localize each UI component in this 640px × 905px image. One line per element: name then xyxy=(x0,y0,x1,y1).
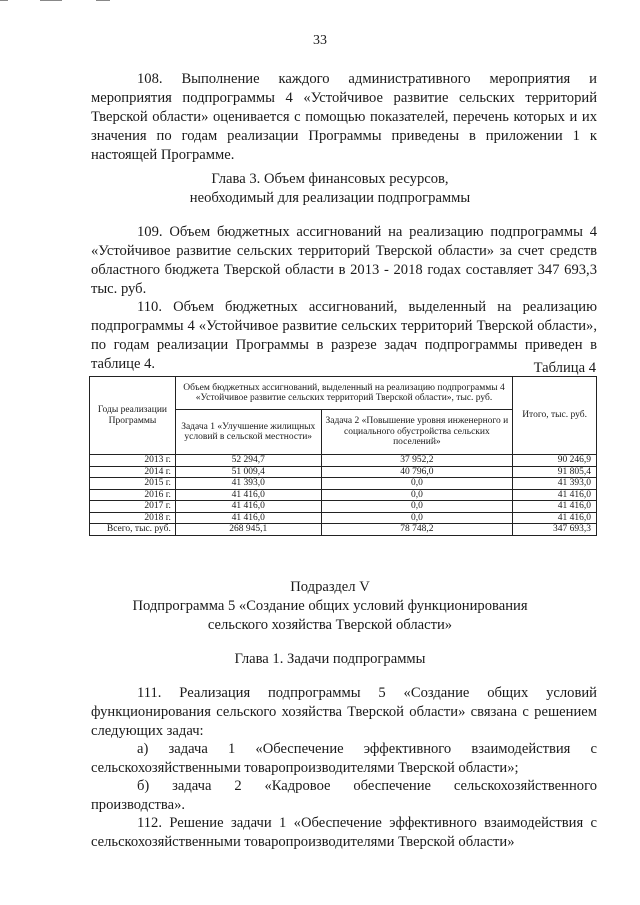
header-task1: Задача 1 «Улучшение жилищных условий в сельской местности» xyxy=(175,410,321,455)
cell-year: 2014 г. xyxy=(90,466,176,478)
cell-task1: 51 009,4 xyxy=(175,466,321,478)
header-years: Годы реализации Программы xyxy=(90,377,176,455)
cell-total: 41 393,0 xyxy=(513,478,597,490)
cell-task2: 0,0 xyxy=(321,478,513,490)
table-label: Таблица 4 xyxy=(533,360,596,376)
cell-total: 41 416,0 xyxy=(513,489,597,501)
table-row xyxy=(90,489,597,501)
cell-total: 347 693,3 xyxy=(513,524,597,536)
cell-year: Всего, тыс. руб. xyxy=(90,524,176,536)
cell-task2: 0,0 xyxy=(321,489,513,501)
cell-total: 90 246,9 xyxy=(513,455,597,467)
paragraph-112: 112. Решение задачи 1 «Обеспечение эффективного взаимодействия с сельскохозяйственными товаропроизводителями Тверской области» xyxy=(91,815,597,850)
cell-total: 41 416,0 xyxy=(513,512,597,524)
list-item-b: б) задача 2 «Кадровое обеспечение сельскохозяйственного производства». xyxy=(91,778,597,813)
cell-task1: 41 416,0 xyxy=(175,489,321,501)
cell-task2: 40 796,0 xyxy=(321,466,513,478)
paragraph-110: 110. Объем бюджетных ассигнований, выделенный на реализацию подпрограммы 4 «Устойчивое развитие сельских территорий Тверской области», по годам реализации Программы в разрезе задач подпрограммы приведен в таблице 4. xyxy=(91,299,597,372)
subsection-title: Подраздел V xyxy=(290,579,370,595)
list-item-a: а) задача 1 «Обеспечение эффективного взаимодействия с сельскохозяйственными товаропроизводителями Тверской области»; xyxy=(91,741,597,776)
cell-task2: 78 748,2 xyxy=(321,524,513,536)
cell-task2: 0,0 xyxy=(321,512,513,524)
cell-total: 91 805,4 xyxy=(513,466,597,478)
cell-task1: 41 416,0 xyxy=(175,501,321,513)
header-budget-group: Объем бюджетных ассигнований, выделенный на реализацию подпрограммы 4 «Устойчивое развитие сельских территорий Тверской области», тыс. руб. xyxy=(175,377,512,410)
paragraph-111: 111. Реализация подпрограммы 5 «Создание общих условий функционирования сельского хозяйства Тверской области» связана с решением следующих задач: xyxy=(91,685,597,739)
paragraph-109: 109. Объем бюджетных ассигнований на реализацию подпрограммы 4 «Устойчивое развитие сельских территорий Тверской области» за счет средств областного бюджета Тверской области в 2013 - 2018 годах составляет 347 693,3 тыс. руб. xyxy=(91,224,597,297)
table-row-total xyxy=(90,524,597,536)
cell-year: 2015 г. xyxy=(90,478,176,490)
table-row xyxy=(90,466,597,478)
scan-top-marks xyxy=(0,0,640,6)
chapter-1-title: Глава 1. Задачи подпрограммы xyxy=(234,651,426,667)
chapter-3-title-line2: необходимый для реализации подпрограммы xyxy=(189,190,471,206)
cell-year: 2018 г. xyxy=(90,512,176,524)
cell-task1: 41 416,0 xyxy=(175,512,321,524)
subprogram-5-title-line2: сельского хозяйства Тверской области» xyxy=(207,617,453,633)
table-row xyxy=(90,512,597,524)
cell-year: 2016 г. xyxy=(90,489,176,501)
cell-task1: 41 393,0 xyxy=(175,478,321,490)
cell-task1: 52 294,7 xyxy=(175,455,321,467)
cell-task2: 0,0 xyxy=(321,501,513,513)
budget-table xyxy=(89,376,597,536)
table-row xyxy=(90,478,597,490)
page-number: 33 xyxy=(313,33,327,48)
chapter-3-title-line1: Глава 3. Объем финансовых ресурсов, xyxy=(211,171,449,187)
header-total: Итого, тыс. руб. xyxy=(513,377,597,455)
subprogram-5-title-line1: Подпрограмма 5 «Создание общих условий функционирования xyxy=(132,598,528,614)
cell-task2: 37 952,2 xyxy=(321,455,513,467)
table-row xyxy=(90,501,597,513)
table-row xyxy=(90,455,597,467)
header-task2: Задача 2 «Повышение уровня инженерного и социального обустройства сельских поселений» xyxy=(321,410,513,455)
paragraph-108: 108. Выполнение каждого административного мероприятия и мероприятия подпрограммы 4 «Устойчивое развитие сельских территорий Тверской области» оценивается с помощью показателей, перечень которых и их значения по годам реализации Программы приведены в приложении 1 к настоящей Программе. xyxy=(91,71,597,163)
cell-year: 2013 г. xyxy=(90,455,176,467)
cell-task1: 268 945,1 xyxy=(175,524,321,536)
cell-total: 41 416,0 xyxy=(513,501,597,513)
cell-year: 2017 г. xyxy=(90,501,176,513)
